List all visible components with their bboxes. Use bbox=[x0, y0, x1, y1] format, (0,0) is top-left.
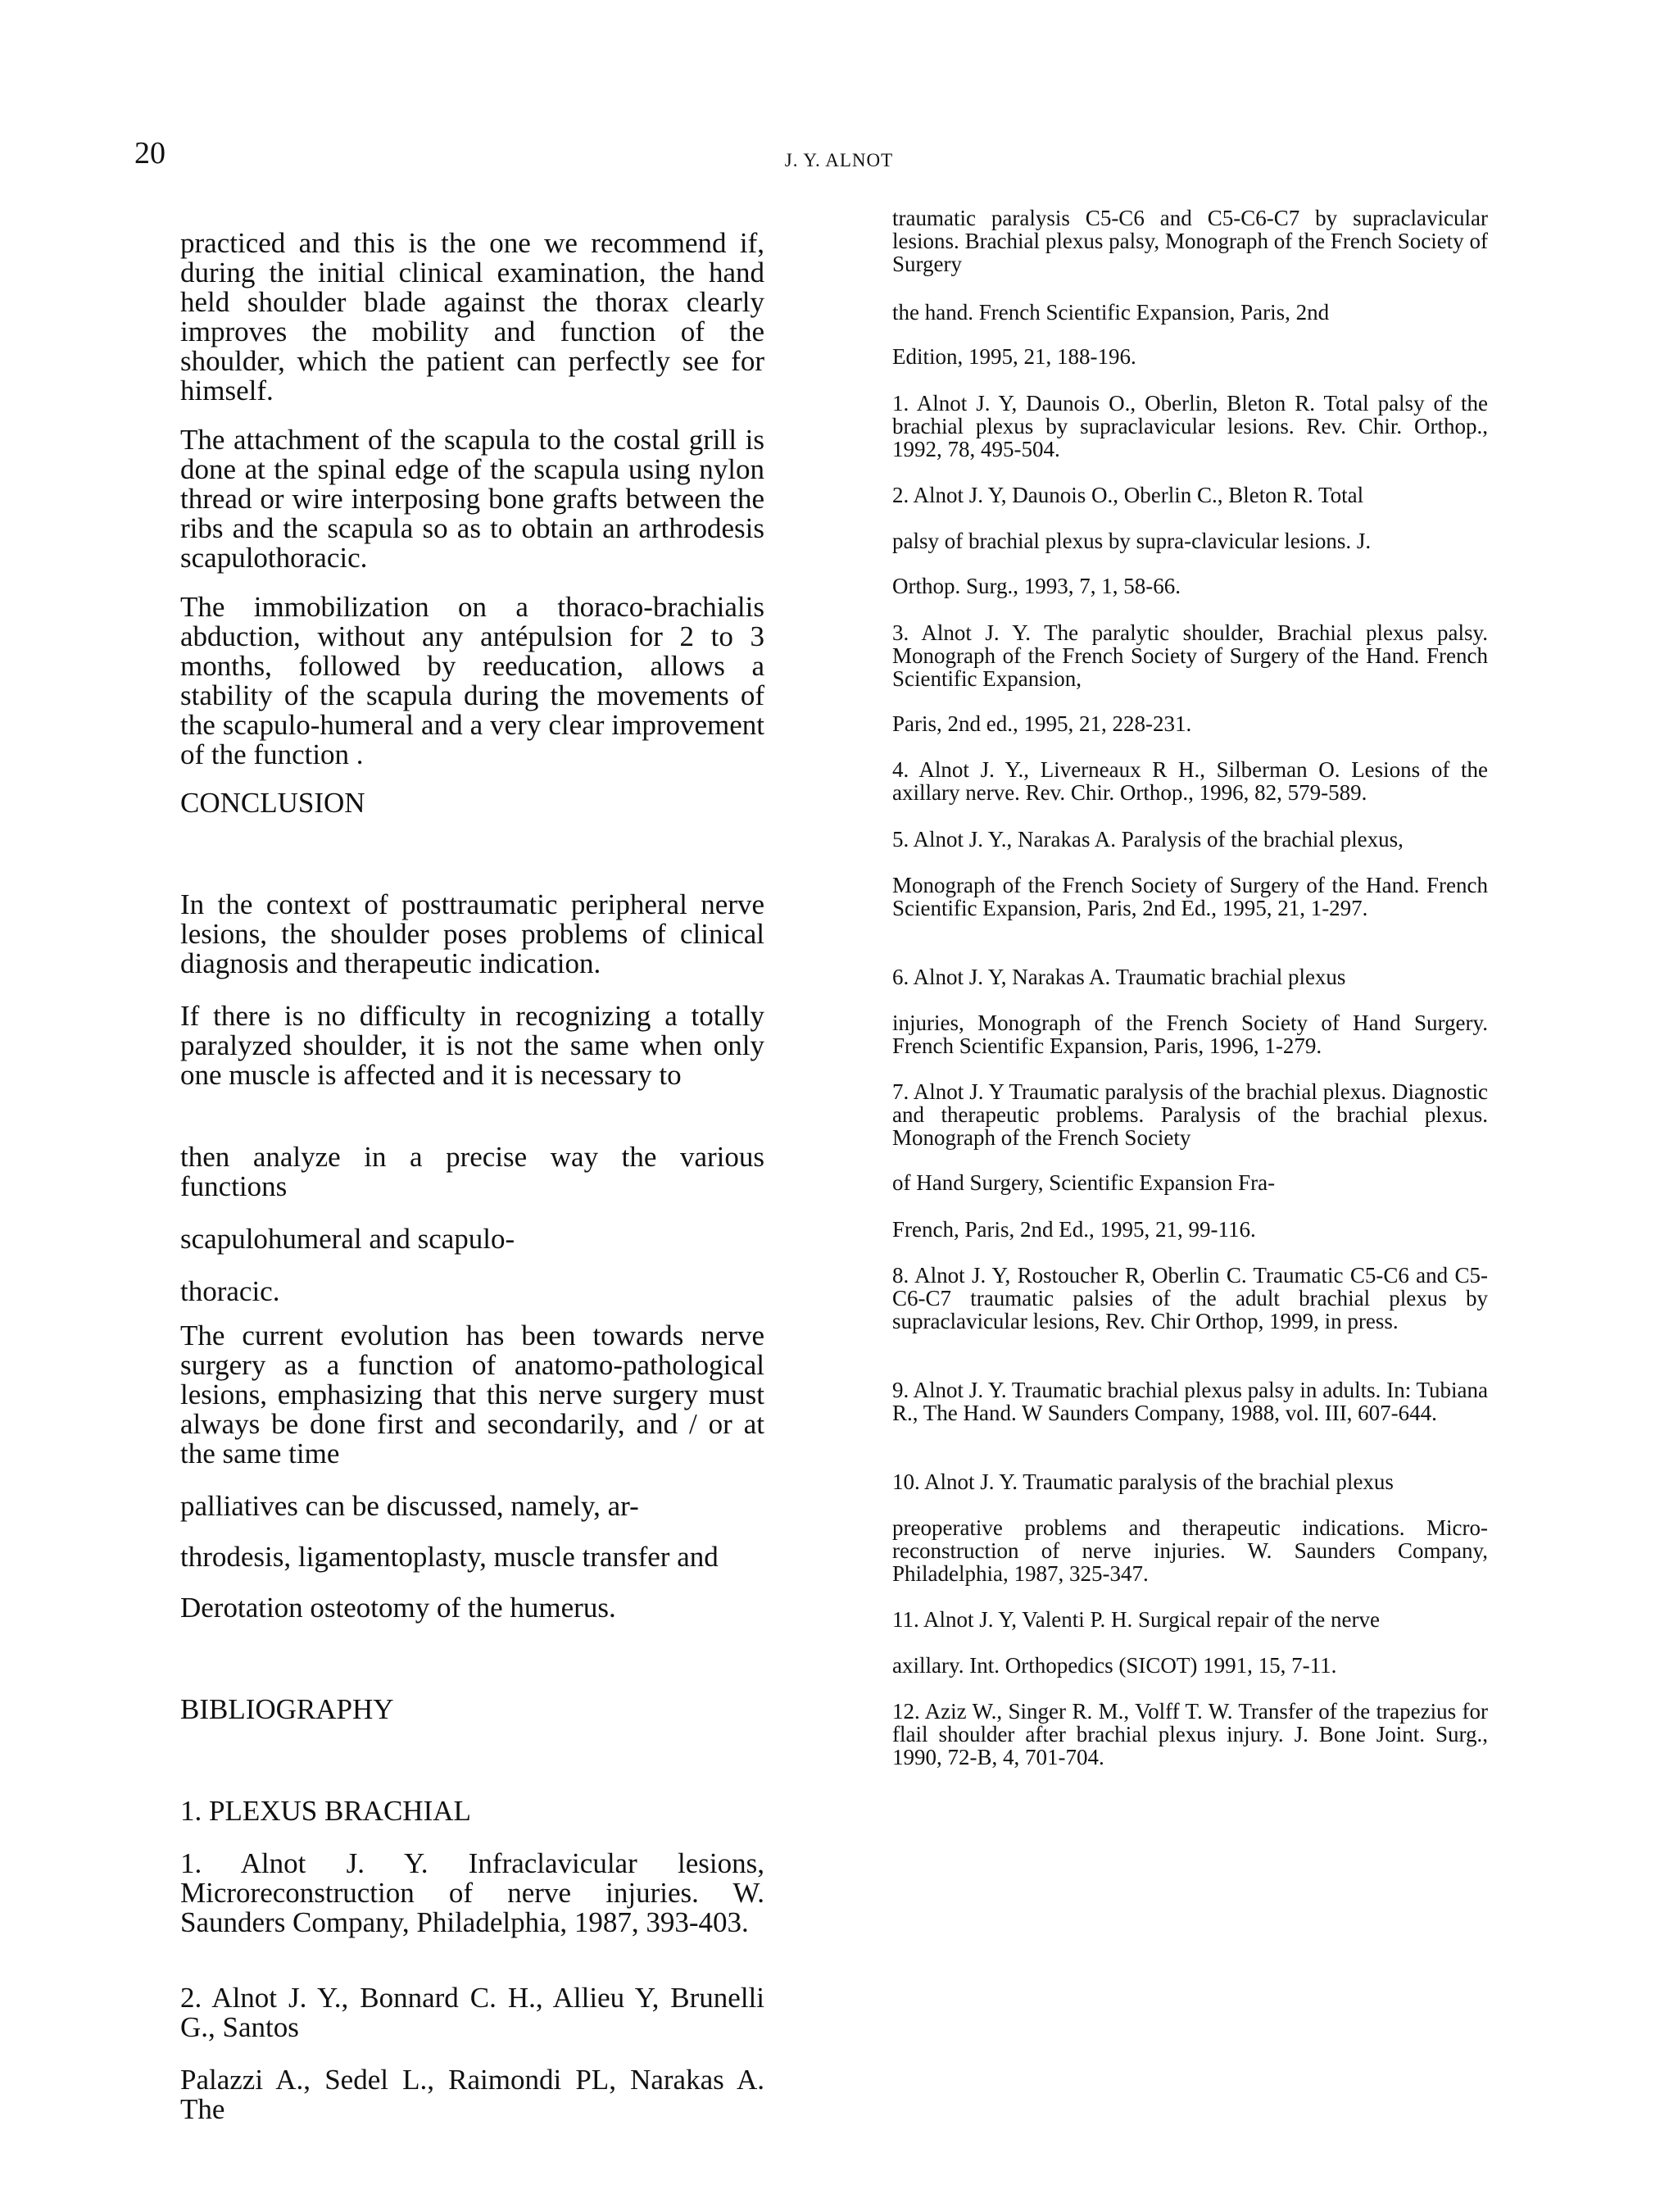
reference-entry: preoperative problems and therapeutic indications. Micro-reconstruction of nerve injuries. W. Saunders Company, Philadelphia, 1987, 325-347. bbox=[892, 1515, 1488, 1586]
paragraph: palliatives can be discussed, namely, ar- bbox=[180, 1490, 639, 1522]
reference-entry: Paris, 2nd ed., 1995, 21, 228-231. bbox=[892, 711, 1192, 736]
section-heading: CONCLUSION bbox=[180, 787, 365, 819]
reference-entry: 11. Alnot J. Y, Valenti P. H. Surgical repair of the nerve bbox=[892, 1607, 1380, 1632]
reference-entry: 6. Alnot J. Y, Narakas A. Traumatic brachial plexus bbox=[892, 965, 1346, 989]
reference-entry: axillary. Int. Orthopedics (SICOT) 1991, 15, 7-11. bbox=[892, 1653, 1337, 1678]
paragraph: scapulohumeral and scapulo- bbox=[180, 1223, 515, 1255]
paragraph: thoracic. bbox=[180, 1275, 280, 1307]
subsection-heading: 1. PLEXUS BRACHIAL bbox=[180, 1795, 471, 1827]
reference-entry: 9. Alnot J. Y. Traumatic brachial plexus palsy in adults. In: Tubiana R., The Hand. W Saunders Company, 1988, vol. III, 607-644. bbox=[892, 1378, 1488, 1425]
reference-entry: 10. Alnot J. Y. Traumatic paralysis of the brachial plexus bbox=[892, 1469, 1394, 1494]
paragraph: The attachment of the scapula to the costal grill is done at the spinal edge of the scapula using nylon thread or wire interposing bone grafts between the ribs and the scapula so as to obtain an arthrodesis scapulothoracic. bbox=[180, 424, 764, 574]
reference-entry: 12. Aziz W., Singer R. M., Volff T. W. Transfer of the trapezius for flail shoulder after brachial plexus injury. J. Bone Joint. Surg., 1990, 72-B, 4, 701-704. bbox=[892, 1699, 1488, 1769]
reference-entry: of Hand Surgery, Scientific Expansion Fra- bbox=[892, 1170, 1276, 1195]
reference-entry: Edition, 1995, 21, 188-196. bbox=[892, 344, 1136, 369]
reference-entry: 4. Alnot J. Y., Liverneaux R H., Silberman O. Lesions of the axillary nerve. Rev. Chir. Orthop., 1996, 82, 579-589. bbox=[892, 757, 1488, 805]
paragraph: practiced and this is the one we recommend if, during the initial clinical examination, the hand held shoulder blade against the thorax clearly improves the mobility and function of the shoulder, which the patient can perfectly see for himself. bbox=[180, 227, 764, 407]
paragraph: In the context of posttraumatic peripheral nerve lesions, the shoulder poses problems of clinical diagnosis and therapeutic indication. bbox=[180, 888, 764, 979]
reference-entry: 5. Alnot J. Y., Narakas A. Paralysis of the brachial plexus, bbox=[892, 827, 1404, 852]
reference-entry: 7. Alnot J. Y Traumatic paralysis of the brachial plexus. Diagnostic and therapeutic problems. Paralysis of the brachial plexus. Monograph of the French Society bbox=[892, 1079, 1488, 1150]
reference-entry: French, Paris, 2nd Ed., 1995, 21, 99-116. bbox=[892, 1217, 1256, 1242]
paragraph: Derotation osteotomy of the humerus. bbox=[180, 1592, 616, 1624]
paragraph: The immobilization on a thoraco-brachialis abduction, without any antépulsion for 2 to 3 months, followed by reeducation, allows a stability of the scapula during the movements of the scapulo-humeral and a very clear improvement of the function . bbox=[180, 591, 764, 770]
reference-entry: 1. Alnot J. Y, Daunois O., Oberlin, Bleton R. Total palsy of the brachial plexus by supraclavicular lesions. Rev. Chir. Orthop., 1992, 78, 495-504. bbox=[892, 391, 1488, 461]
reference-entry: Monograph of the French Society of Surgery of the Hand. French Scientific Expansion, Paris, 2nd Ed., 1995, 21, 1-297. bbox=[892, 873, 1488, 920]
paragraph: then analyze in a precise way the various functions bbox=[180, 1141, 764, 1202]
paragraph: throdesis, ligamentoplasty, muscle transfer and bbox=[180, 1541, 719, 1573]
reference-entry: 1. Alnot J. Y. Infraclavicular lesions, Microreconstruction of nerve injuries. W. Saunders Company, Philadelphia, 1987, 393-403. bbox=[180, 1847, 764, 1938]
reference-entry: injuries, Monograph of the French Society of Hand Surgery. French Scientific Expansion, Paris, 1996, 1-279. bbox=[892, 1011, 1488, 1058]
paragraph: The current evolution has been towards nerve surgery as a function of anatomo-pathological lesions, emphasizing that this nerve surgery must always be done first and secondarily, and / or at the same time bbox=[180, 1319, 764, 1469]
page-number: 20 bbox=[134, 136, 166, 170]
reference-entry: Orthop. Surg., 1993, 7, 1, 58-66. bbox=[892, 574, 1181, 598]
reference-entry: Palazzi A., Sedel L., Raimondi PL, Narakas A. The bbox=[180, 2064, 764, 2125]
reference-entry: 2. Alnot J. Y., Bonnard C. H., Allieu Y, Brunelli G., Santos bbox=[180, 1982, 764, 2043]
reference-entry: 2. Alnot J. Y, Daunois O., Oberlin C., Bleton R. Total bbox=[892, 483, 1364, 507]
running-head: J. Y. ALNOT bbox=[784, 150, 894, 170]
section-heading: BIBLIOGRAPHY bbox=[180, 1693, 394, 1725]
reference-entry: 3. Alnot J. Y. The paralytic shoulder, Brachial plexus palsy. Monograph of the French Society of Surgery of the Hand. French Scientific Expansion, bbox=[892, 620, 1488, 691]
reference-entry: traumatic paralysis C5-C6 and C5-C6-C7 by supraclavicular lesions. Brachial plexus palsy, Monograph of the French Society of Surgery bbox=[892, 206, 1488, 276]
reference-entry: palsy of brachial plexus by supra-clavicular lesions. J. bbox=[892, 529, 1372, 553]
paragraph: If there is no difficulty in recognizing a totally paralyzed shoulder, it is not the same when only one muscle is affected and it is necessary to bbox=[180, 1000, 764, 1091]
reference-entry: 8. Alnot J. Y, Rostoucher R, Oberlin C. Traumatic C5-C6 and C5-C6-C7 traumatic palsies of the adult brachial plexus by supraclavicular lesions, Rev. Chir Orthop, 1999, in press. bbox=[892, 1263, 1488, 1333]
reference-entry: the hand. French Scientific Expansion, Paris, 2nd bbox=[892, 300, 1330, 325]
